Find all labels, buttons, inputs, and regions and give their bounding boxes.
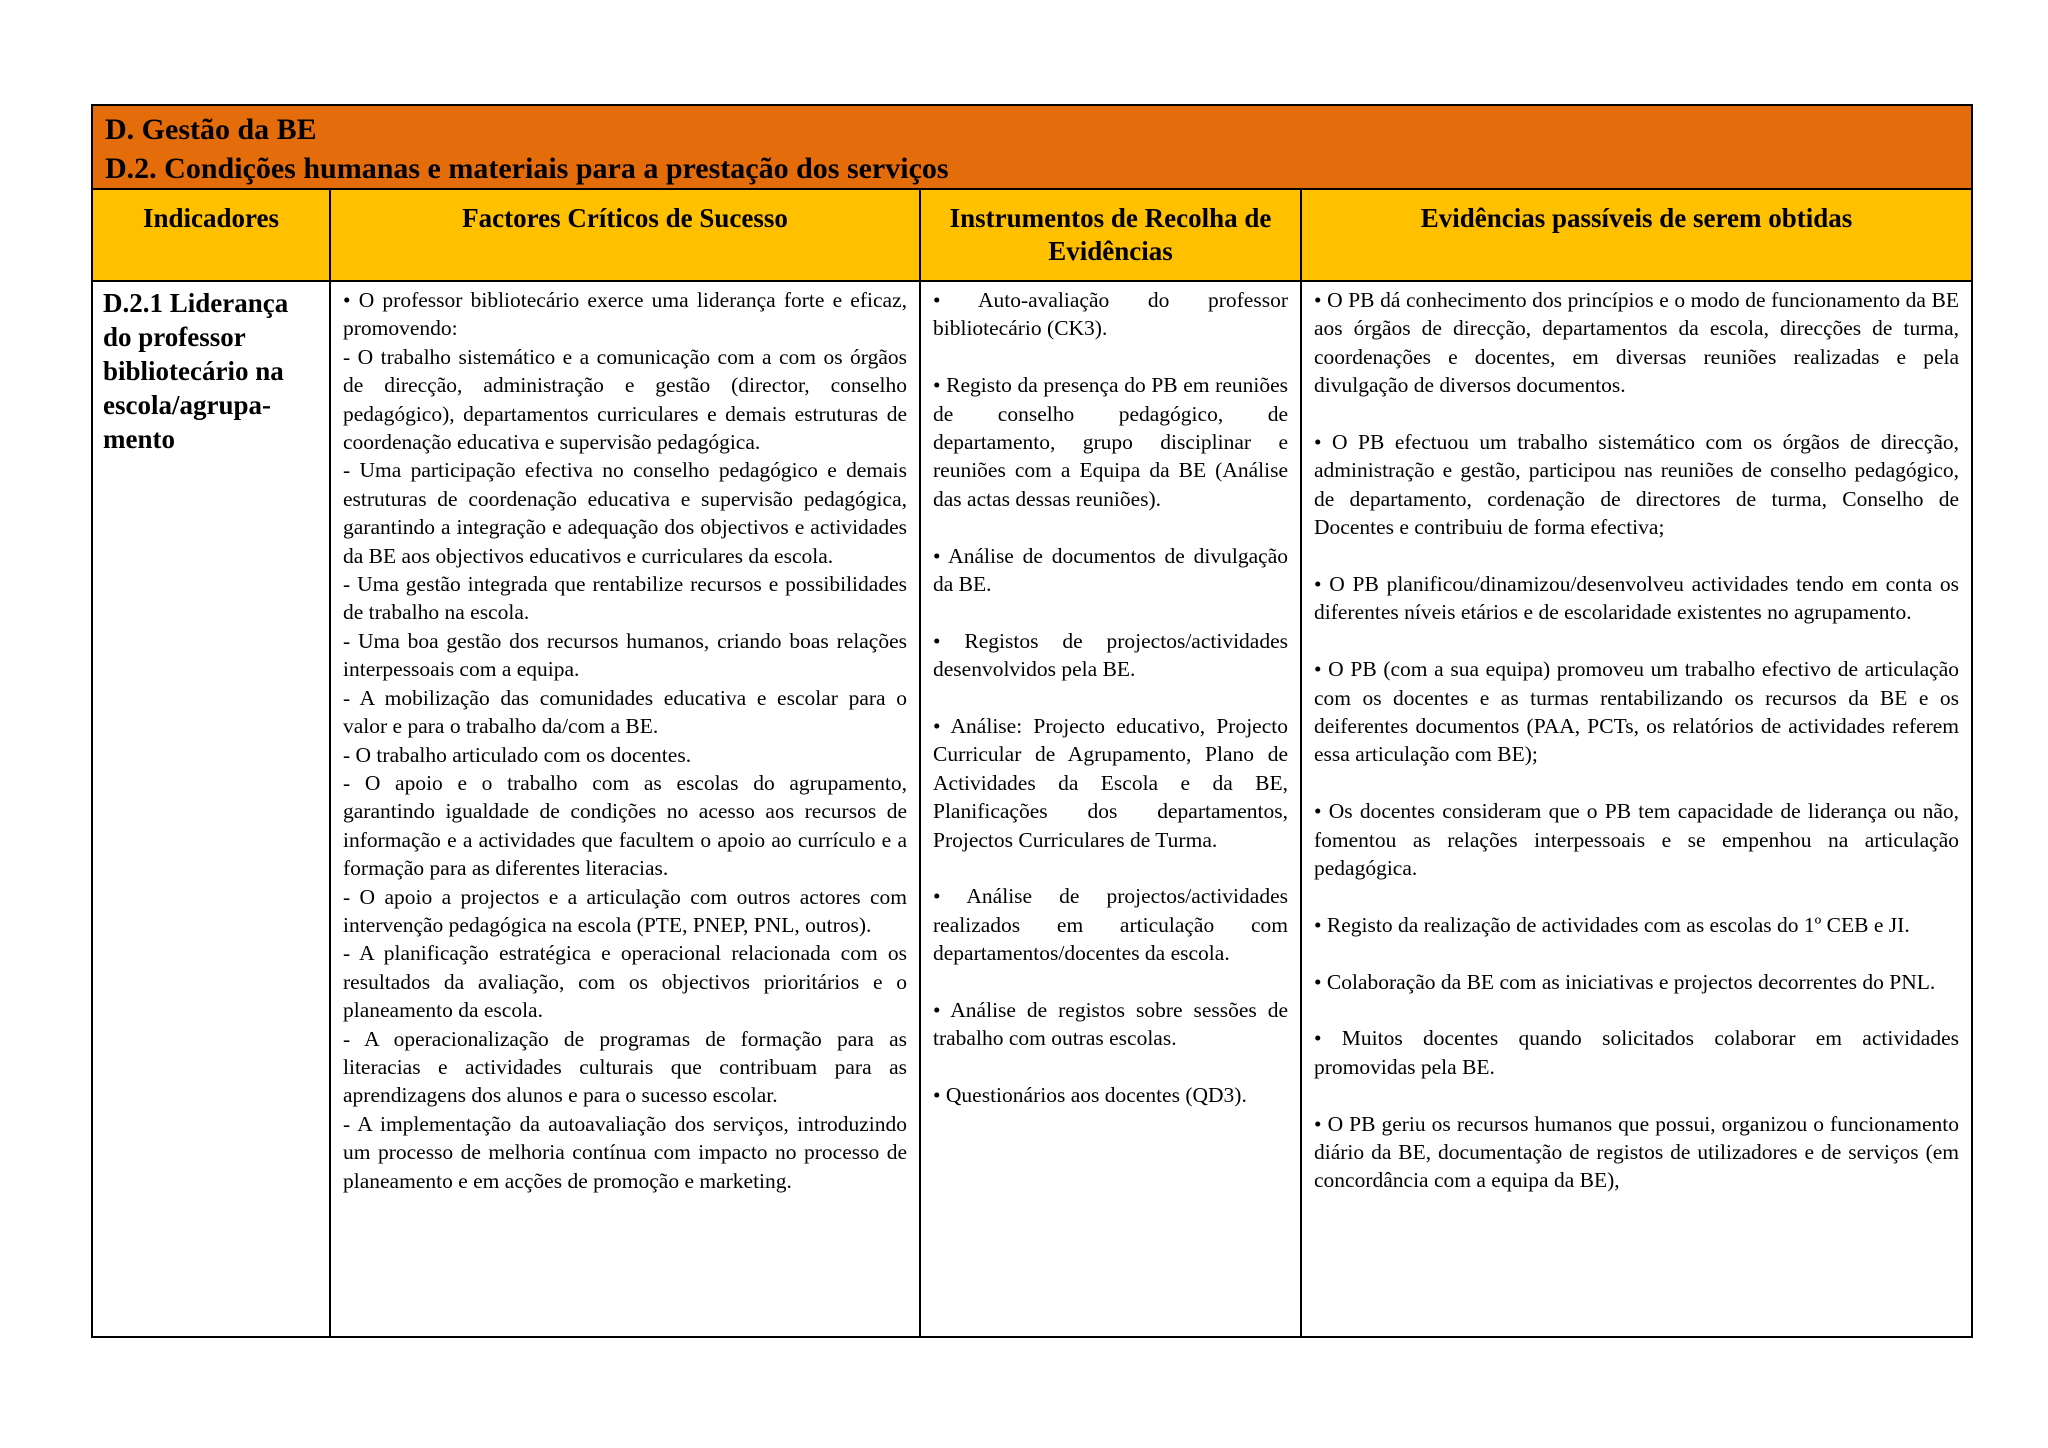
header-indicadores-label: Indicadores — [142, 203, 280, 233]
indicator-line: do professor — [103, 322, 246, 352]
factores-item: - O trabalho sistemático e a comunicação com a com os órgãos de direcção, administração e gestão (director, conselho pedagógico), departamentos curriculares e demais estruturas de coordenação educativa e supervisão pedagógica. — [343, 344, 907, 455]
title-row — [92, 105, 1972, 189]
evidencias-item: • O PB planificou/dinamizou/desenvolveu actividades tendo em conta os diferentes níveis etários e de escolaridade existentes no agrupamento. — [1314, 572, 1960, 625]
indicator-line: bibliotecário na — [103, 356, 284, 386]
header-factores — [330, 189, 920, 281]
header-evidencias-label: Evidências passíveis de serem obtidas — [1420, 203, 1853, 233]
evidencias-item: • Colaboração da BE com as iniciativas e projectos decorrentes do PNL. — [1314, 969, 1936, 994]
instrumentos-item: • Análise de documentos de divulgação da BE. — [933, 543, 1288, 597]
factores-item: - O trabalho articulado com os docentes. — [343, 742, 692, 767]
instrumentos-item: • Análise de registos sobre sessões de trabalho com outras escolas. — [933, 998, 1288, 1051]
indicator-row — [92, 281, 1972, 1337]
section-title — [92, 105, 1972, 189]
factores-item: - Uma boa gestão dos recursos humanos, criando boas relações interpessoais com a equipa. — [343, 628, 907, 682]
instrumentos-cell — [920, 281, 1301, 1337]
indicator-line: escola/agrupa- — [103, 390, 271, 420]
evidencias-item: • O PB efectuou um trabalho sistemático com os órgãos de direcção, administração e gestão, participou nas reuniões de conselho pedagógico, de departamento, cordenação de directores de turma, Conselho de Docentes e contribuiu de forma efectiva; — [1314, 430, 1960, 540]
instrumentos-item: • Auto-avaliação do professor bibliotecário (CK3). — [933, 288, 1288, 341]
factores-item: - A operacionalização de programas de formação para as literacias e actividades culturais que contribuam para as aprendizagens dos alunos e para o sucesso escolar. — [343, 1026, 907, 1108]
instrumentos-item: • Questionários aos docentes (QD3). — [933, 1083, 1247, 1108]
factores-item: - O apoio e o trabalho com as escolas do agrupamento, garantindo igualdade de condições no acesso aos recursos de informação e a actividades que facultem o apoio ao currículo e a formação para as diferentes literacias. — [343, 770, 907, 881]
section-title-line-2: D.2. Condições humanas e materiais para a prestação dos serviços — [105, 152, 949, 185]
evidencias-item: • O PB geriu os recursos humanos que possui, organizou o funcionamento diário da BE, documentação de registos de utilizadores e de serviços (em concordância com a equipa da BE), — [1314, 1111, 1960, 1193]
instrumentos-item: • Registo da presença do PB em reuniões de conselho pedagógico, de departamento, grupo disciplinar e reuniões com a Equipa da BE (Análise das actas dessas reuniões). — [933, 373, 1288, 511]
instrumentos-item: • Análise: Projecto educativo, Projecto Curricular de Agrupamento, Plano de Actividades da Escola e da BE, Planificações dos departamentos, Projectos Curriculares de Turma. — [933, 714, 1288, 852]
header-instrumentos-line-2: Evidências — [1048, 236, 1173, 266]
header-factores-label: Factores Críticos de Sucesso — [462, 203, 788, 233]
evidencias-cell — [1301, 281, 1972, 1337]
instrumentos-item: • Análise de projectos/actividades realizados em articulação com departamentos/docentes da escola. — [933, 884, 1288, 966]
header-instrumentos-line-1: Instrumentos de Recolha de — [949, 203, 1272, 233]
factores-item: - Uma participação efectiva no conselho pedagógico e demais estruturas de coordenação educativa e supervisão pedagógica, garantindo a integração e adequação dos objectivos e actividades da BE aos objectivos educativos e curriculares da escola. — [343, 458, 907, 568]
factores-intro: • O professor bibliotecário exerce uma liderança forte e eficaz, promovendo: — [343, 288, 907, 341]
factores-item: - A planificação estratégica e operacional relacionada com os resultados da avaliação, com os objectivos prioritários e o planeamento da escola. — [343, 941, 907, 1023]
evidencias-item: • O PB dá conhecimento dos princípios e o modo de funcionamento da BE aos órgãos de direcção, departamentos da escola, direcções de turma, coordenações e docentes, em diversas reuniões realizadas e pela divulgação de diversos documentos. — [1314, 288, 1960, 398]
header-evidencias — [1301, 189, 1972, 281]
evaluation-table — [91, 104, 1973, 1338]
factores-item: - A mobilização das comunidades educativa e escolar para o valor e para o trabalho da/com a BE. — [343, 685, 907, 739]
evidencias-item: • Muitos docentes quando solicitados colaborar em actividades promovidas pela BE. — [1314, 1026, 1960, 1079]
evidencias-item: • Os docentes consideram que o PB tem capacidade de liderança ou não, fomentou as relações interpessoais e se empenhou na articulação pedagógica. — [1314, 799, 1960, 881]
indicator-line: mento — [103, 424, 175, 454]
instrumentos-item: • Registos de projectos/actividades desenvolvidos pela BE. — [933, 628, 1288, 682]
header-row — [92, 189, 1972, 281]
factores-item: - Uma gestão integrada que rentabilize recursos e possibilidades de trabalho na escola. — [343, 572, 907, 625]
header-instrumentos — [920, 189, 1301, 281]
factores-item: - A implementação da autoavaliação dos serviços, introduzindo um processo de melhoria contínua com impacto no processo de planeamento e em acções de promoção e marketing. — [343, 1111, 907, 1193]
evidencias-item: • O PB (com a sua equipa) promoveu um trabalho efectivo de articulação com os docentes e as turmas rentabilizando os recursos da BE e os deiferentes documentos (PAA, PCTs, os relatórios de actividades referem essa articulação com BE); — [1314, 657, 1960, 767]
evidencias-item: • Registo da realização de actividades com as escolas do 1º CEB e JI. — [1314, 912, 1910, 937]
indicator-line: D.2.1 Liderança — [103, 288, 289, 318]
section-title-line-1: D. Gestão da BE — [105, 113, 317, 146]
factores-cell — [330, 281, 920, 1337]
factores-item: - O apoio a projectos e a articulação com outros actores com intervenção pedagógica na escola (PTE, PNEP, PNL, outros). — [343, 884, 907, 937]
indicator-cell — [92, 281, 330, 1337]
header-indicadores — [92, 189, 330, 281]
